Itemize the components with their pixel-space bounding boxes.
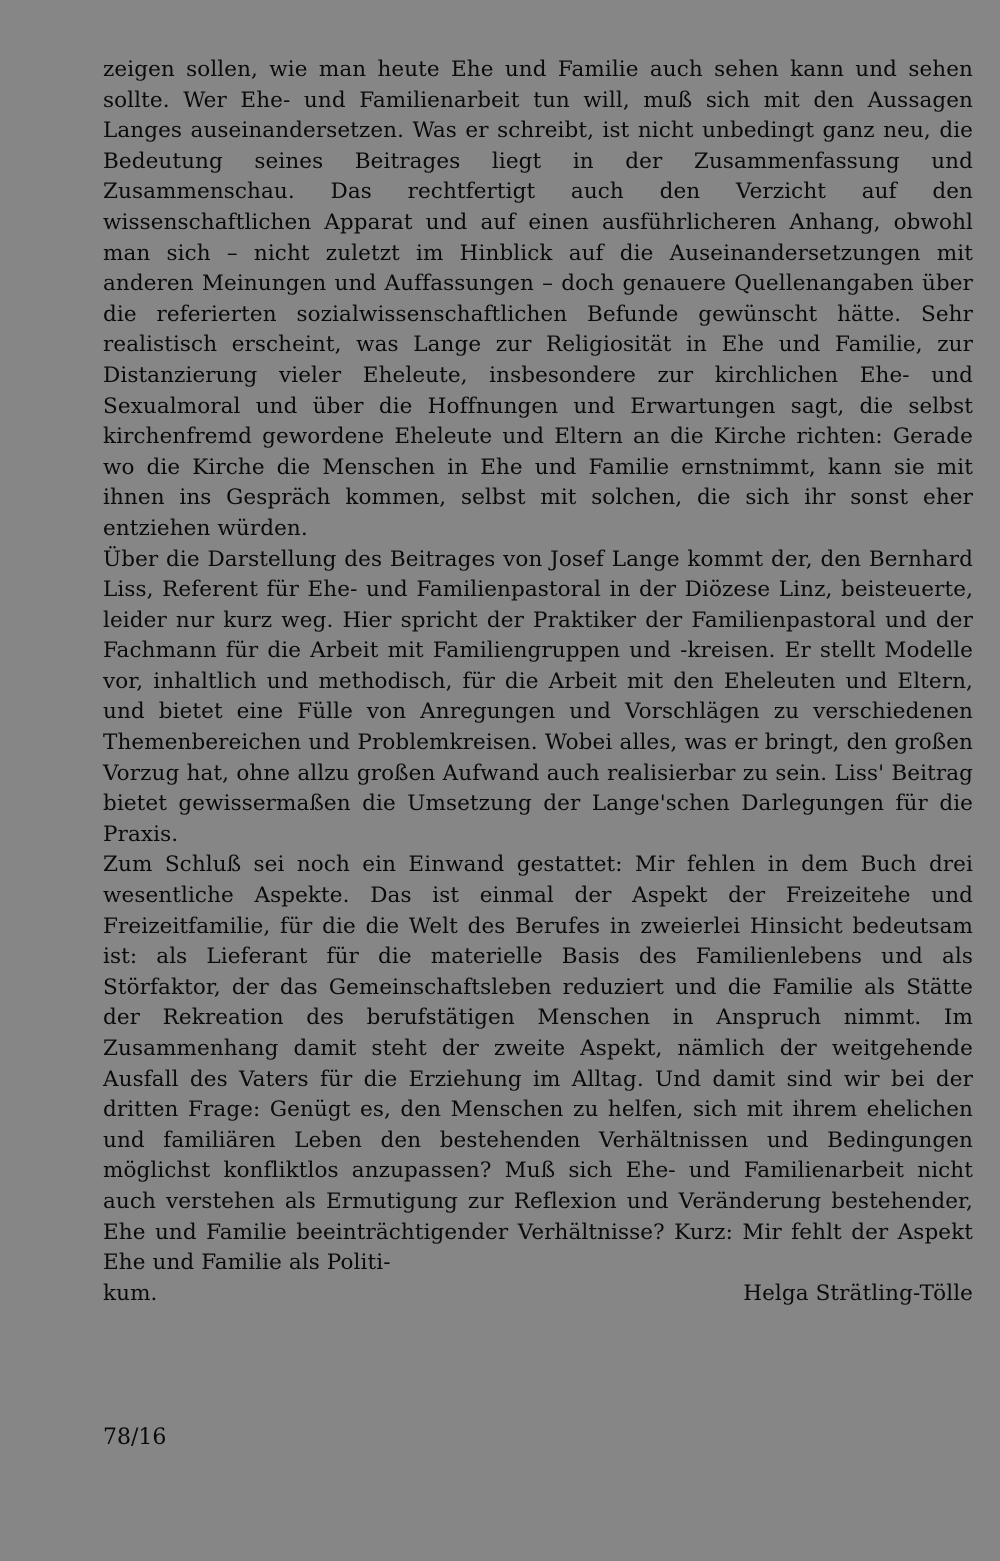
author-signature: Helga Strätling-Tölle	[743, 1280, 973, 1306]
paragraph-3-end: kum.	[103, 1280, 158, 1306]
signature-line	[103, 1279, 973, 1310]
paragraph-3: Zum Schluß sei noch ein Einwand gestattet: Mir fehlen in dem Buch drei wesentliche Aspekte. Das ist einmal der Aspekt der Freizeitehe und Freizeitfamilie, für die die Welt des Berufes in zweierlei Hinsicht bedeutsam ist: als Lieferant für die materielle Basis des Familienlebens und als Störfaktor, der das Gemeinschaftsleben reduziert und die Familie als Stätte der Rekreation des berufstätigen Menschen in Anspruch nimmt. Im Zusammenhang damit steht der zweite Aspekt, nämlich der weitgehende Ausfall des Vaters für die Erziehung im Alltag. Und damit sind wir bei der dritten Frage: Genügt es, den Menschen zu helfen, sich mit ihrem ehelichen und familiären Leben den bestehenden Verhältnissen und Bedingungen möglichst konfliktlos anzupassen? Muß sich Ehe- und Familienarbeit nicht auch verstehen als Ermutigung zur Reflexion und Veränderung bestehender, Ehe und Familie beeinträchtigender Verhältnisse? Kurz: Mir fehlt der Aspekt Ehe und Familie als Politi-	[103, 852, 973, 1276]
page-number: 78/16	[103, 1425, 167, 1450]
paragraph-2: Über die Darstellung des Beitrages von Josef Lange kommt der, den Bernhard Liss, Referent für Ehe- und Familienpastoral in der Diözese Linz, beisteuerte, leider nur kurz weg. Hier spricht der Praktiker der Familienpastoral und der Fachmann für die Arbeit mit Familiengruppen und -kreisen. Er stellt Modelle vor, inhaltlich und methodisch, für die Arbeit mit den Eheleuten und Eltern, und bietet eine Fülle von Anregungen und Vorschlägen zu verschiedenen Themenbereichen und Problemkreisen. Wobei alles, was er bringt, den großen Vorzug hat, ohne allzu großen Aufwand auch realisierbar zu sein. Liss' Beitrag bietet gewissermaßen die Umsetzung der Lange'schen Darlegungen für die Praxis.	[103, 546, 973, 847]
article-body	[103, 55, 973, 1309]
paragraph-1: zeigen sollen, wie man heute Ehe und Familie auch sehen kann und sehen sollte. Wer Ehe- und Familienarbeit tun will, muß sich mit den Aussagen Langes auseinandersetzen. Was er schreibt, ist nicht unbedingt ganz neu, die Bedeutung seines Beitrages liegt in der Zusammenfassung und Zusammenschau. Das rechtfertigt auch den Verzicht auf den wissenschaftlichen Apparat und auf einen ausführlicheren Anhang, obwohl man sich – nicht zuletzt im Hinblick auf die Auseinandersetzungen mit anderen Meinungen und Auffassungen – doch genauere Quellenangaben über die referierten sozialwissenschaftlichen Befunde gewünscht hätte. Sehr realistisch erscheint, was Lange zur Religiosität in Ehe und Familie, zur Distanzierung vieler Eheleute, insbesondere zur kirchlichen Ehe- und Sexualmoral und über die Hoffnungen und Erwartungen sagt, die selbst kirchenfremd gewordene Eheleute und Eltern an die Kirche richten: Gerade wo die Kirche die Menschen in Ehe und Familie ernstnimmt, kann sie mit ihnen ins Gespräch kommen, selbst mit solchen, die sich ihr sonst eher entziehen würden.	[103, 57, 973, 541]
